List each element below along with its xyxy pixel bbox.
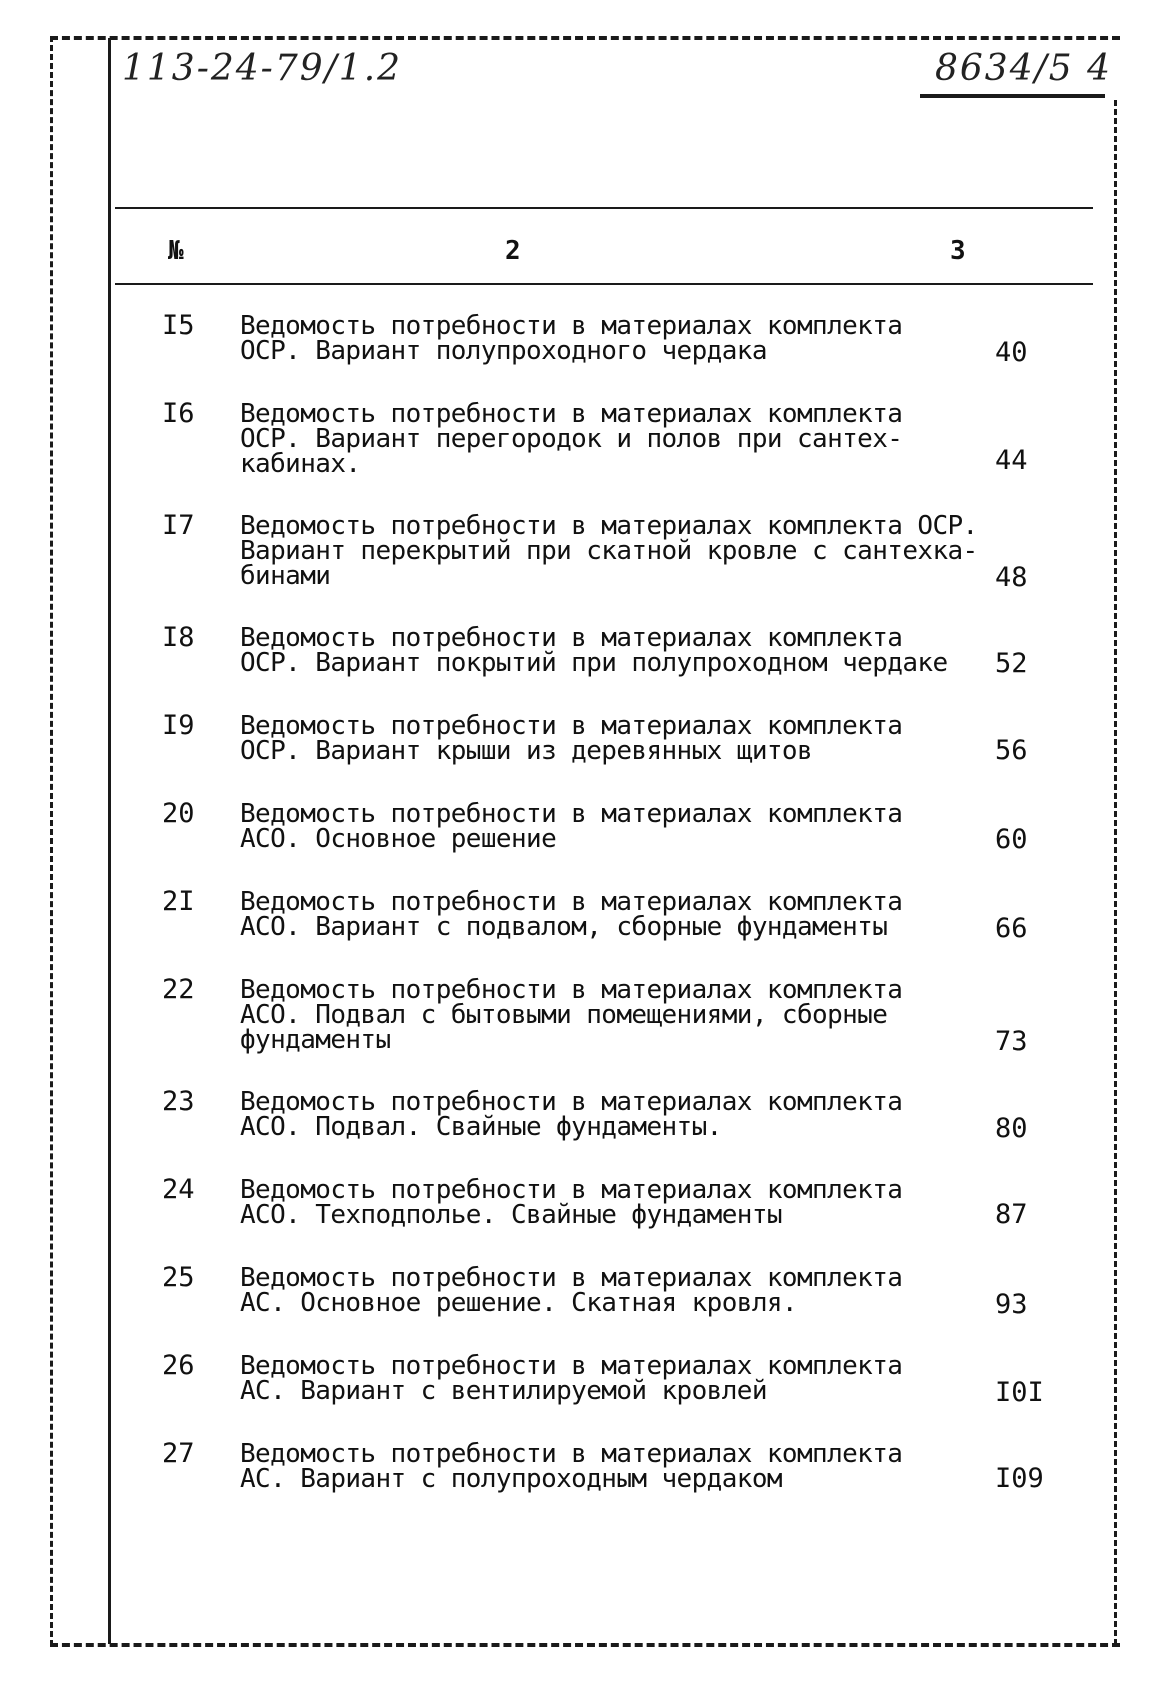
row-title: Ведомость потребности в материалах комплекта АСО. Подвал. Свайные фундаменты. <box>240 1087 903 1142</box>
row-number: 20 <box>162 798 195 829</box>
row-number: 2I <box>162 886 195 917</box>
row-page: 87 <box>995 1199 1028 1230</box>
column-header-title: 2 <box>505 236 521 266</box>
row-title: Ведомость потребности в материалах комплекта ОСР. Вариант покрытий при полупроходном чердаке <box>240 623 948 678</box>
row-page: 56 <box>995 735 1028 766</box>
row-number: I5 <box>162 310 195 341</box>
row-title: Ведомость потребности в материалах комплекта АСО. Основное решение <box>240 799 903 854</box>
row-page: 73 <box>995 1026 1028 1057</box>
row-number: I9 <box>162 710 195 741</box>
row-page: I09 <box>995 1463 1044 1494</box>
sheet-code: 8634/5 4 <box>935 48 1112 89</box>
row-number: 23 <box>162 1086 195 1117</box>
row-page: 48 <box>995 562 1028 593</box>
row-title: Ведомость потребности в материалах комплекта АС. Основное решение. Скатная кровля. <box>240 1263 903 1318</box>
row-title: Ведомость потребности в материалах комплекта АСО. Подвал с бытовыми помещениями, сборные фундаменты <box>240 975 903 1055</box>
row-number: I7 <box>162 510 195 541</box>
row-page: I0I <box>995 1377 1044 1408</box>
row-title: Ведомость потребности в материалах комплекта АС. Вариант с вентилируемой кровлей <box>240 1351 903 1406</box>
row-title: Ведомость потребности в материалах комплекта ОСР. Вариант перегородок и полов при сантех- кабинах. <box>240 399 903 479</box>
document-code: 113-24-79/1.2 <box>122 48 403 89</box>
row-number: 22 <box>162 974 195 1005</box>
row-page: 52 <box>995 648 1028 679</box>
column-header-page: 3 <box>950 236 966 266</box>
row-page: 40 <box>995 337 1028 368</box>
row-title: Ведомость потребности в материалах комплекта ОСР. Вариант полупроходного чердака <box>240 311 903 366</box>
row-page: 93 <box>995 1289 1028 1320</box>
row-page: 44 <box>995 445 1028 476</box>
row-number: 25 <box>162 1262 195 1293</box>
row-number: I8 <box>162 622 195 653</box>
row-number: 26 <box>162 1350 195 1381</box>
row-number: I6 <box>162 398 195 429</box>
row-number: 24 <box>162 1174 195 1205</box>
row-page: 80 <box>995 1113 1028 1144</box>
row-title: Ведомость потребности в материалах комплекта АСО. Вариант с подвалом, сборные фундаменты <box>240 887 903 942</box>
column-header-number: № <box>168 236 184 266</box>
row-page: 66 <box>995 913 1028 944</box>
row-title: Ведомость потребности в материалах комплекта ОСР. Вариант перекрытий при скатной кровле с сантехка- бинами <box>240 511 978 591</box>
row-title: Ведомость потребности в материалах комплекта АСО. Техподполье. Свайные фундаменты <box>240 1175 903 1230</box>
row-page: 60 <box>995 824 1028 855</box>
row-title: Ведомость потребности в материалах комплекта ОСР. Вариант крыши из деревянных щитов <box>240 711 903 766</box>
row-number: 27 <box>162 1438 195 1469</box>
row-title: Ведомость потребности в материалах комплекта АС. Вариант с полупроходным чердаком <box>240 1439 903 1494</box>
